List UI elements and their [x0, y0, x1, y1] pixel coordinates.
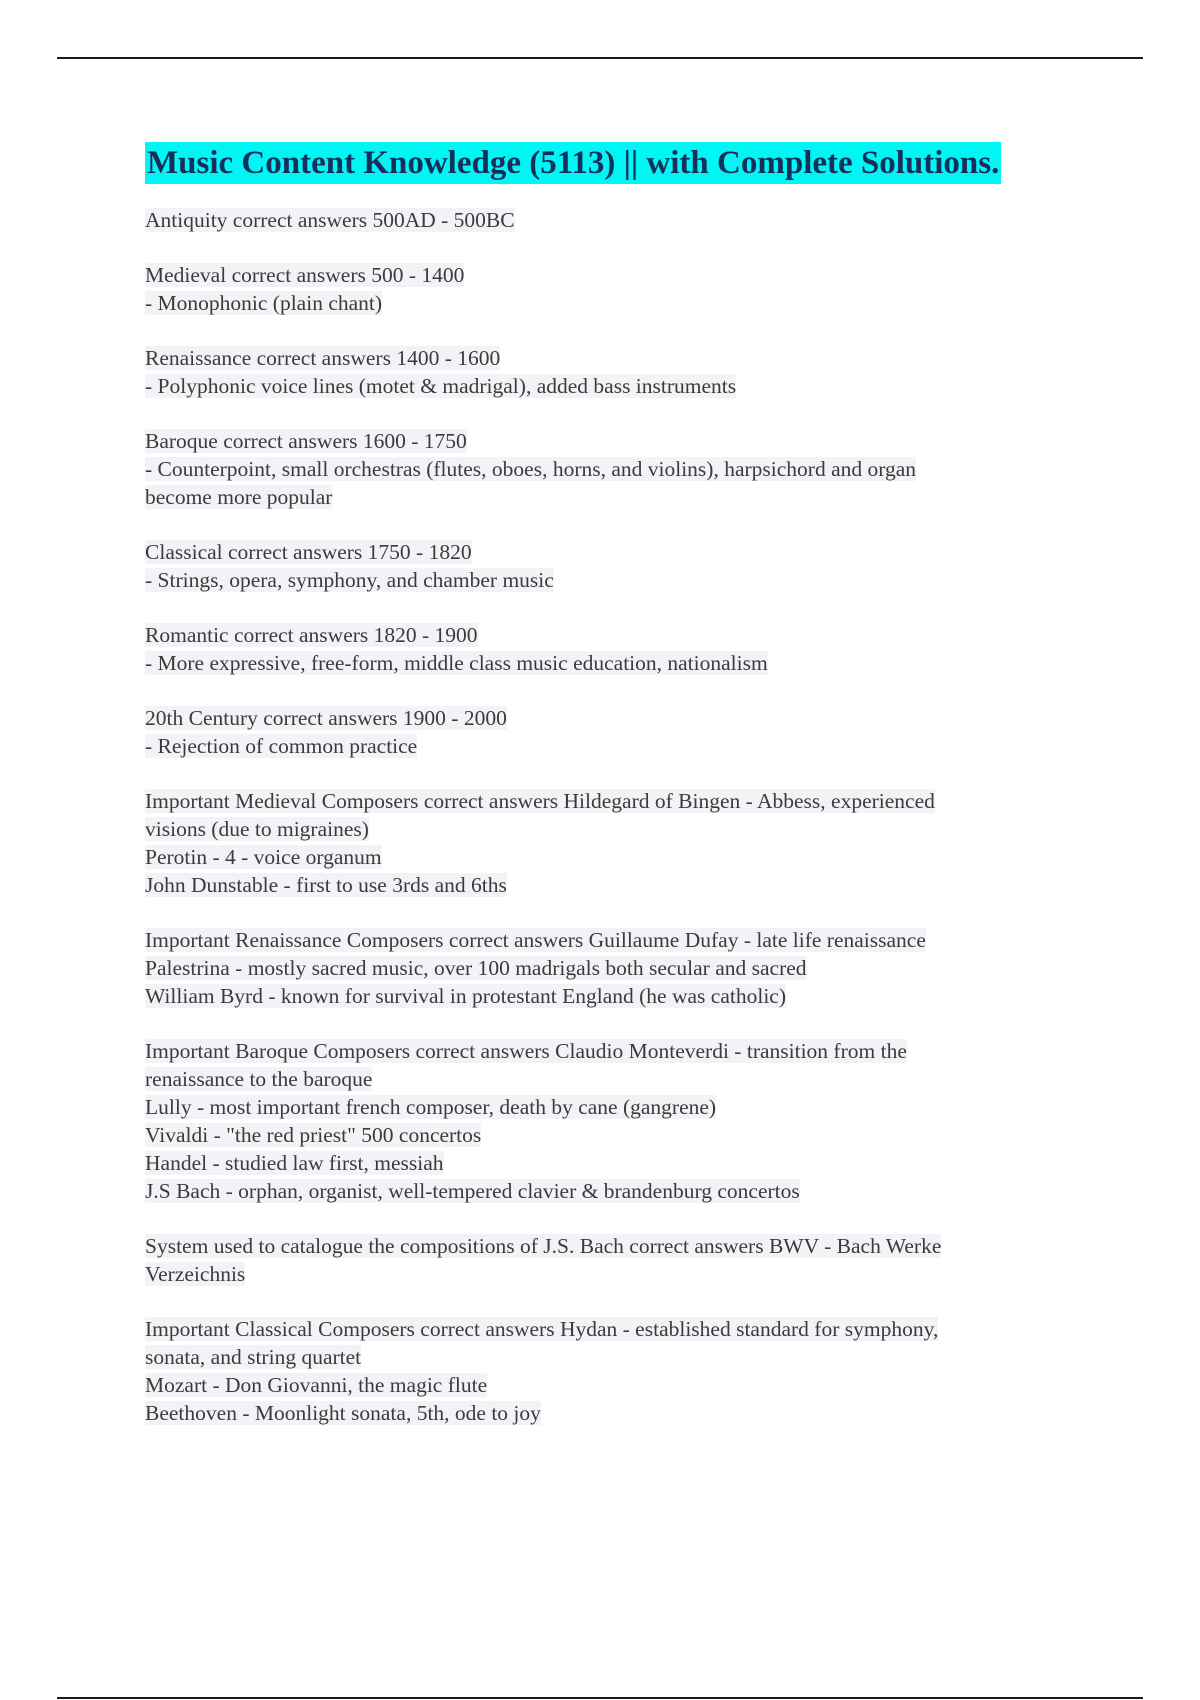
- entry-line: [145, 1343, 1085, 1371]
- entry-line: [145, 289, 1085, 317]
- entry-line: [145, 1315, 1085, 1343]
- entry-line-text: Lully - most important french composer, death by cane (gangrene): [145, 1095, 717, 1119]
- entry-line-text: Vivaldi - "the red priest" 500 concertos: [145, 1123, 482, 1147]
- entry-line: [145, 1232, 1085, 1260]
- qa-entry: [145, 344, 1085, 400]
- entry-line: [145, 732, 1085, 760]
- entry-line: [145, 261, 1085, 289]
- entry-line-text: Palestrina - mostly sacred music, over 100 madrigals both secular and sacred: [145, 956, 807, 980]
- entry-line-text: Baroque correct answers 1600 - 1750: [145, 429, 467, 453]
- entry-line-text: - Polyphonic voice lines (motet & madrigal), added bass instruments: [145, 374, 737, 398]
- entry-line-text: - More expressive, free-form, middle class music education, nationalism: [145, 651, 768, 675]
- entry-line-text: Romantic correct answers 1820 - 1900: [145, 623, 478, 647]
- entry-line: [145, 843, 1085, 871]
- entry-line: [145, 1260, 1085, 1288]
- entry-line-text: Important Renaissance Composers correct answers Guillaume Dufay - late life renaissance: [145, 928, 926, 952]
- qa-entry: [145, 538, 1085, 594]
- entry-line: [145, 787, 1085, 815]
- entry-line-text: Verzeichnis: [145, 1262, 246, 1286]
- entry-line-text: - Counterpoint, small orchestras (flutes, oboes, horns, and violins), harpsichord and organ: [145, 457, 917, 481]
- entry-line: [145, 566, 1085, 594]
- entry-line: [145, 871, 1085, 899]
- entry-line: [145, 704, 1085, 732]
- qa-entry: [145, 206, 1085, 234]
- entry-line-text: Perotin - 4 - voice organum: [145, 845, 382, 869]
- qa-entry: [145, 1232, 1085, 1288]
- qa-entry: [145, 261, 1085, 317]
- entry-line: [145, 372, 1085, 400]
- qa-entries: [145, 206, 1085, 1427]
- entry-line: [145, 982, 1085, 1010]
- entry-line-text: Important Baroque Composers correct answers Claudio Monteverdi - transition from the: [145, 1039, 907, 1063]
- entry-line: [145, 538, 1085, 566]
- entry-line: [145, 954, 1085, 982]
- entry-line: [145, 483, 1085, 511]
- entry-line-text: - Rejection of common practice: [145, 734, 418, 758]
- entry-line: [145, 1065, 1085, 1093]
- bottom-rule: [57, 1697, 1143, 1699]
- entry-line-text: Important Medieval Composers correct answers Hildegard of Bingen - Abbess, experienced: [145, 789, 935, 813]
- qa-entry: [145, 621, 1085, 677]
- entry-line: [145, 621, 1085, 649]
- entry-line-text: Mozart - Don Giovanni, the magic flute: [145, 1373, 488, 1397]
- qa-entry: [145, 926, 1085, 1010]
- entry-line: [145, 926, 1085, 954]
- entry-line-text: - Monophonic (plain chant): [145, 291, 383, 315]
- entry-line: [145, 344, 1085, 372]
- entry-line-text: visions (due to migraines): [145, 817, 369, 841]
- entry-line-text: John Dunstable - first to use 3rds and 6ths: [145, 873, 507, 897]
- qa-entry: [145, 704, 1085, 760]
- entry-line-text: William Byrd - known for survival in protestant England (he was catholic): [145, 984, 786, 1008]
- entry-line-text: Important Classical Composers correct answers Hydan - established standard for symphony,: [145, 1317, 939, 1341]
- entry-line-text: sonata, and string quartet: [145, 1345, 362, 1369]
- entry-line-text: System used to catalogue the compositions of J.S. Bach correct answers BWV - Bach Werke: [145, 1234, 942, 1258]
- entry-line: [145, 1177, 1085, 1205]
- qa-entry: [145, 1037, 1085, 1205]
- entry-line: [145, 1399, 1085, 1427]
- entry-line: [145, 815, 1085, 843]
- document-title: Music Content Knowledge (5113) || with Complete Solutions.: [145, 142, 1001, 184]
- entry-line: [145, 455, 1085, 483]
- entry-line-text: Antiquity correct answers 500AD - 500BC: [145, 208, 515, 232]
- entry-line-text: Beethoven - Moonlight sonata, 5th, ode to joy: [145, 1401, 541, 1425]
- entry-line-text: 20th Century correct answers 1900 - 2000: [145, 706, 507, 730]
- entry-line: [145, 1093, 1085, 1121]
- entry-line: [145, 649, 1085, 677]
- top-rule: [57, 57, 1143, 59]
- entry-line-text: - Strings, opera, symphony, and chamber music: [145, 568, 554, 592]
- entry-line: [145, 427, 1085, 455]
- qa-entry: [145, 1315, 1085, 1427]
- entry-line: [145, 206, 1085, 234]
- qa-entry: [145, 787, 1085, 899]
- entry-line: [145, 1149, 1085, 1177]
- entry-line-text: Handel - studied law first, messiah: [145, 1151, 444, 1175]
- entry-line: [145, 1121, 1085, 1149]
- qa-entry: [145, 427, 1085, 511]
- entry-line-text: become more popular: [145, 485, 333, 509]
- entry-line: [145, 1371, 1085, 1399]
- entry-line-text: J.S Bach - orphan, organist, well-tempered clavier & brandenburg concertos: [145, 1179, 800, 1203]
- entry-line-text: Renaissance correct answers 1400 - 1600: [145, 346, 501, 370]
- document-body: [145, 142, 1085, 1454]
- entry-line-text: Classical correct answers 1750 - 1820: [145, 540, 472, 564]
- entry-line: [145, 1037, 1085, 1065]
- entry-line-text: renaissance to the baroque: [145, 1067, 373, 1091]
- entry-line-text: Medieval correct answers 500 - 1400: [145, 263, 465, 287]
